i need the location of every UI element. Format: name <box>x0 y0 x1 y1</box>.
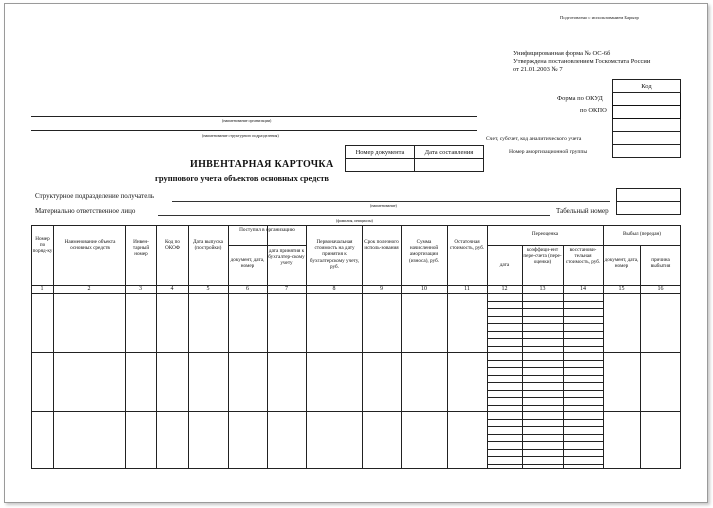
col-number: 16 <box>657 286 664 292</box>
col-divider <box>53 225 54 469</box>
hdr-c4: Код по ОКОФ <box>165 239 180 252</box>
tab-number-table <box>616 188 681 215</box>
hdr-c12: дата <box>499 262 510 268</box>
hdr-retired-group: Выбыл (передан) <box>622 231 662 237</box>
col-divider <box>563 245 564 469</box>
hdr-c5: Дата выпуска (постройки) <box>193 239 223 252</box>
revaluation-subrow-line <box>487 301 603 302</box>
group-label: Номер амортизационной группы <box>509 149 588 155</box>
revaluation-subrow-line <box>487 316 603 317</box>
tab-number-value[interactable] <box>617 202 681 215</box>
group-value[interactable] <box>613 145 681 158</box>
col-divider <box>306 225 307 469</box>
form-header-line1: Унифицированная форма № ОС-6б <box>513 50 611 57</box>
org-name-line[interactable] <box>31 116 477 117</box>
col-number: 6 <box>246 286 249 292</box>
hdr-c6: документ, дата, номер <box>230 257 265 270</box>
codes-header: Код <box>613 80 681 93</box>
org-name-caption: (наименование организации) <box>222 118 272 123</box>
col-number: 1 <box>40 286 44 292</box>
col-divider <box>447 225 448 469</box>
col-number: 4 <box>170 286 174 292</box>
struct-recipient-label: Структурное подразделение получатель <box>35 192 155 200</box>
responsible-label: Материально ответственное лицо <box>35 207 136 215</box>
codes-table <box>612 79 681 158</box>
revaluation-subrow-line <box>487 308 603 309</box>
col-number: 14 <box>580 286 586 292</box>
revaluation-subrow-line <box>487 441 603 442</box>
doc-number-table <box>345 145 484 172</box>
col-number: 11 <box>464 286 470 292</box>
struct-unit-line[interactable] <box>31 130 477 131</box>
hdr-c10: Сумма начисленной амортизации (износа), руб. <box>408 239 440 264</box>
form-header-line3: от 21.01.2003 № 7 <box>513 66 563 73</box>
inventory-table <box>31 225 681 469</box>
account-value[interactable] <box>613 132 681 145</box>
doc-date-label: Дата составления <box>415 146 484 159</box>
hdr-c1: Номер по поряд-ку <box>32 236 53 255</box>
col-divider <box>188 225 189 469</box>
responsible-line[interactable] <box>158 215 550 216</box>
page-subtitle: группового учета объектов основных средств <box>155 173 330 183</box>
revaluation-subrow-line <box>487 390 603 391</box>
doc-number-value[interactable] <box>346 159 415 172</box>
responsible-caption: (фамилия, инициалы) <box>336 218 373 223</box>
col-number: 8 <box>332 286 336 292</box>
col-number: 12 <box>501 286 508 292</box>
struct-unit-caption: (наименование структурного подразделения) <box>202 133 279 138</box>
hdr-received-group: Поступил в организацию <box>239 227 295 233</box>
okud-value[interactable] <box>613 93 681 106</box>
col-number: 15 <box>618 286 625 292</box>
col-number: 3 <box>139 286 142 292</box>
top-note: Подготовлено с использованием Барыэр <box>560 15 639 20</box>
revaluation-subrow-line <box>487 405 603 406</box>
okpo-value[interactable] <box>613 106 681 119</box>
group-divider <box>487 245 681 246</box>
struct-recipient-caption: (наименование) <box>370 203 397 208</box>
revaluation-subrow-line <box>487 434 603 435</box>
hdr-c3: Инвен-тарный номер <box>132 239 150 258</box>
revaluation-subrow-line <box>487 360 603 361</box>
doc-date-value[interactable] <box>415 159 484 172</box>
hdr-c13: коэффици-ент пере-счета (пере-оценки) <box>523 247 562 266</box>
hdr-reval-group: Переоценка <box>531 231 559 237</box>
revaluation-subrow-line <box>487 375 603 376</box>
struct-code-value[interactable] <box>617 189 681 202</box>
page-title: ИНВЕНТАРНАЯ КАРТОЧКА <box>190 159 334 170</box>
col-divider <box>362 225 363 469</box>
revaluation-subrow-line <box>487 331 603 332</box>
revaluation-subrow-line <box>487 426 603 427</box>
revaluation-subrow-line <box>487 456 603 457</box>
col-divider <box>640 245 641 469</box>
col-number: 9 <box>380 286 383 292</box>
hdr-c9: Срок полезного исполь-зования <box>364 239 399 252</box>
doc-number-label: Номер документа <box>346 146 415 159</box>
revaluation-subrow-line <box>487 346 603 347</box>
hdr-c15: документ, дата, номер <box>604 257 639 270</box>
col-number: 2 <box>87 286 91 292</box>
col-number: 13 <box>539 286 546 292</box>
group-divider <box>228 245 306 246</box>
revaluation-subrow-line <box>487 449 603 450</box>
col-divider <box>522 245 523 469</box>
col-number: 7 <box>285 286 288 292</box>
revaluation-subrow-line <box>487 338 603 339</box>
okud-label: Форма по ОКУД <box>557 95 603 102</box>
col-number: 5 <box>206 286 210 292</box>
numbers-bottom <box>31 293 681 294</box>
hdr-c7: дата принятия к бухгалтер-скому учету <box>268 248 305 267</box>
hdr-c16: причина выбытия <box>650 257 671 270</box>
tab-number-label: Табельный номер <box>556 207 609 215</box>
hdr-c11: Остаточная стоимость, руб. <box>449 239 485 252</box>
spacer-cell <box>613 119 681 132</box>
block-divider <box>31 352 681 353</box>
struct-recipient-line[interactable] <box>172 201 610 202</box>
hdr-c2: Наименование объекта основных средств <box>64 239 116 252</box>
block-divider <box>31 411 681 412</box>
col-divider <box>125 225 126 469</box>
okpo-label: по ОКПО <box>580 107 607 114</box>
revaluation-subrow-line <box>487 464 603 465</box>
revaluation-subrow-line <box>487 397 603 398</box>
revaluation-subrow-line <box>487 367 603 368</box>
revaluation-subrow-line <box>487 323 603 324</box>
revaluation-subrow-line <box>487 419 603 420</box>
revaluation-subrow-line <box>487 382 603 383</box>
col-divider <box>156 225 157 469</box>
form-header-line2: Утверждена постановлением Госкомстата России <box>513 58 651 65</box>
hdr-c14: восстанови-тельная стоимость, руб. <box>565 247 601 266</box>
col-number: 10 <box>421 286 427 292</box>
account-label: Счет, субсчет, код аналитического учета <box>486 136 582 142</box>
hdr-c8: Первоначальная стоимость на дату принятия к бухгалтерскому учету, руб. <box>309 239 360 270</box>
